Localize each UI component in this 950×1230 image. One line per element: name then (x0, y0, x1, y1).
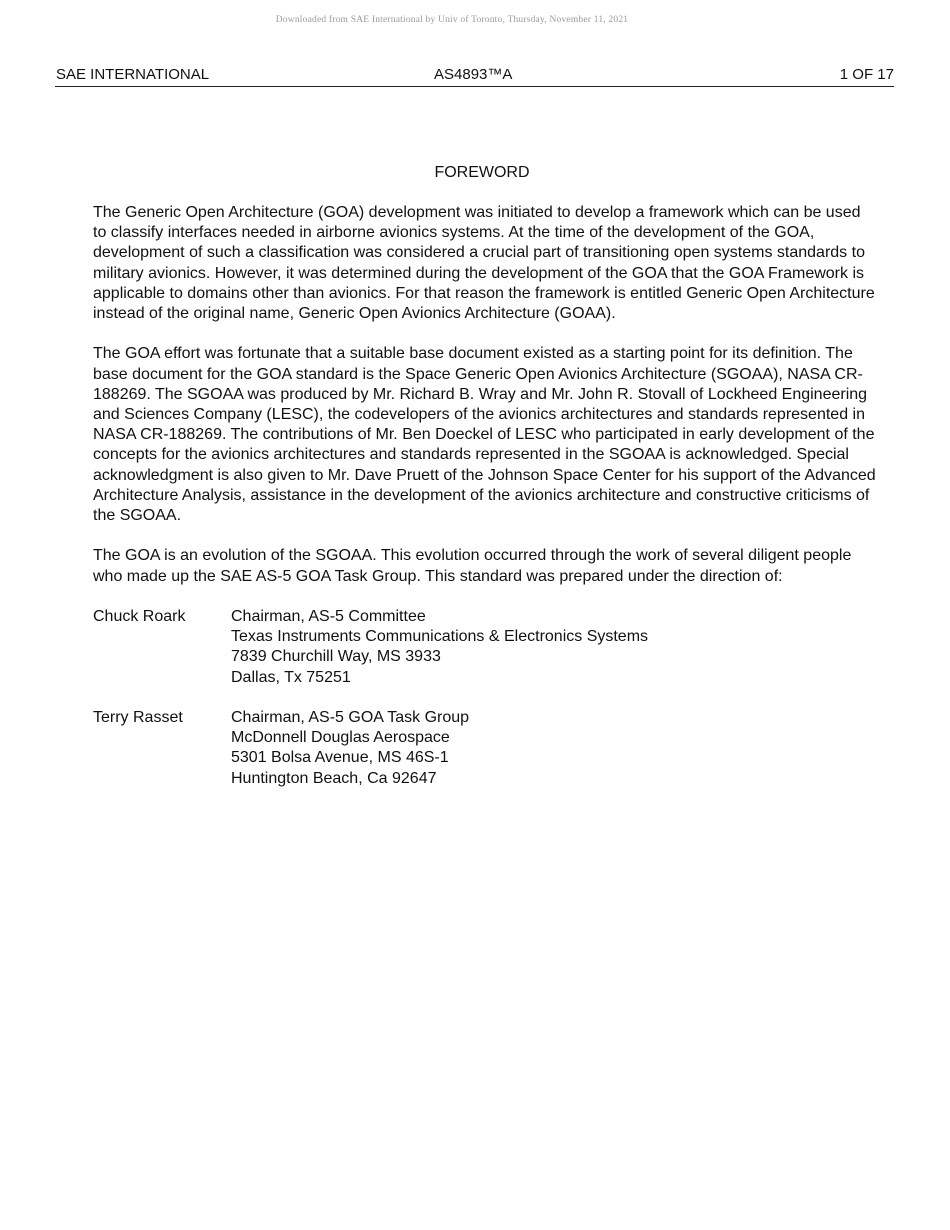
signer-entry (93, 708, 878, 789)
signer-address: 5301 Bolsa Avenue, MS 46S-1 (231, 749, 449, 767)
signer-name: Terry Rasset (93, 709, 183, 727)
header-doc-number: AS4893™A (434, 66, 513, 83)
foreword-paragraph: The GOA is an evolution of the SGOAA. This evolution occurred through the work of several diligent people who made up the SAE AS-5 GOA Task Group. This standard was prepared under the direction of: (93, 547, 852, 585)
download-watermark: Downloaded from SAE International by Univ of Toronto, Thursday, November 11, 2021 (275, 15, 629, 25)
signer-city: Huntington Beach, Ca 92647 (231, 769, 437, 787)
signer-entry (93, 607, 878, 688)
foreword-paragraph: The Generic Open Architecture (GOA) development was initiated to develop a framework which can be used to classify interfaces needed in airborne avionics systems. At the time of the development of the GOA, development of such a classification was considered a crucial part of transitioning open systems standards to military avionics. However, it was determined during the development of the GOA that the GOA Framework is applicable to domains other than avionics. For that reason the framework is entitled Generic Open Architecture instead of the original name, Generic Open Avionics Architecture (GOAA). (93, 204, 875, 323)
signer-organization: Texas Instruments Communications & Electronics Systems (231, 628, 649, 646)
signer-city: Dallas, Tx 75251 (231, 668, 351, 686)
foreword-title: FOREWORD (434, 164, 530, 181)
signer-title: Chairman, AS-5 GOA Task Group (231, 709, 470, 727)
signer-name: Chuck Roark (93, 608, 186, 626)
signer-details (231, 708, 878, 789)
signer-organization: McDonnell Douglas Aerospace (231, 729, 450, 747)
page-header (55, 66, 894, 87)
header-org: SAE INTERNATIONAL (56, 66, 210, 83)
signer-address: 7839 Churchill Way, MS 3933 (231, 648, 441, 666)
foreword-paragraph: The GOA effort was fortunate that a suitable base document existed as a starting point for its definition. The base document for the GOA standard is the Space Generic Open Avionics Architecture (SGOAA), NASA CR-188269. The SGOAA was produced by Mr. Richard B. Wray and Mr. John R. Stovall of Lockheed Engineering and Sciences Company (LESC), the codevelopers of the avionics architectures and standards represented in NASA CR-188269. The contributions of Mr. Ben Doeckel of LESC who participated in early development of the concepts for the avionics architectures and standards represented in the SGOAA is acknowledged. Special acknowledgment is also given to Mr. Dave Pruett of the Johnson Space Center for his support of the Advanced Architecture Analysis, assistance in the development of the avionics architecture and constructive criticisms of the SGOAA. (93, 345, 876, 525)
signers-list (93, 607, 878, 789)
signer-details (231, 607, 878, 688)
signer-title: Chairman, AS-5 Committee (231, 608, 426, 626)
header-page-number: 1 OF 17 (839, 66, 894, 83)
foreword-body (93, 203, 878, 809)
